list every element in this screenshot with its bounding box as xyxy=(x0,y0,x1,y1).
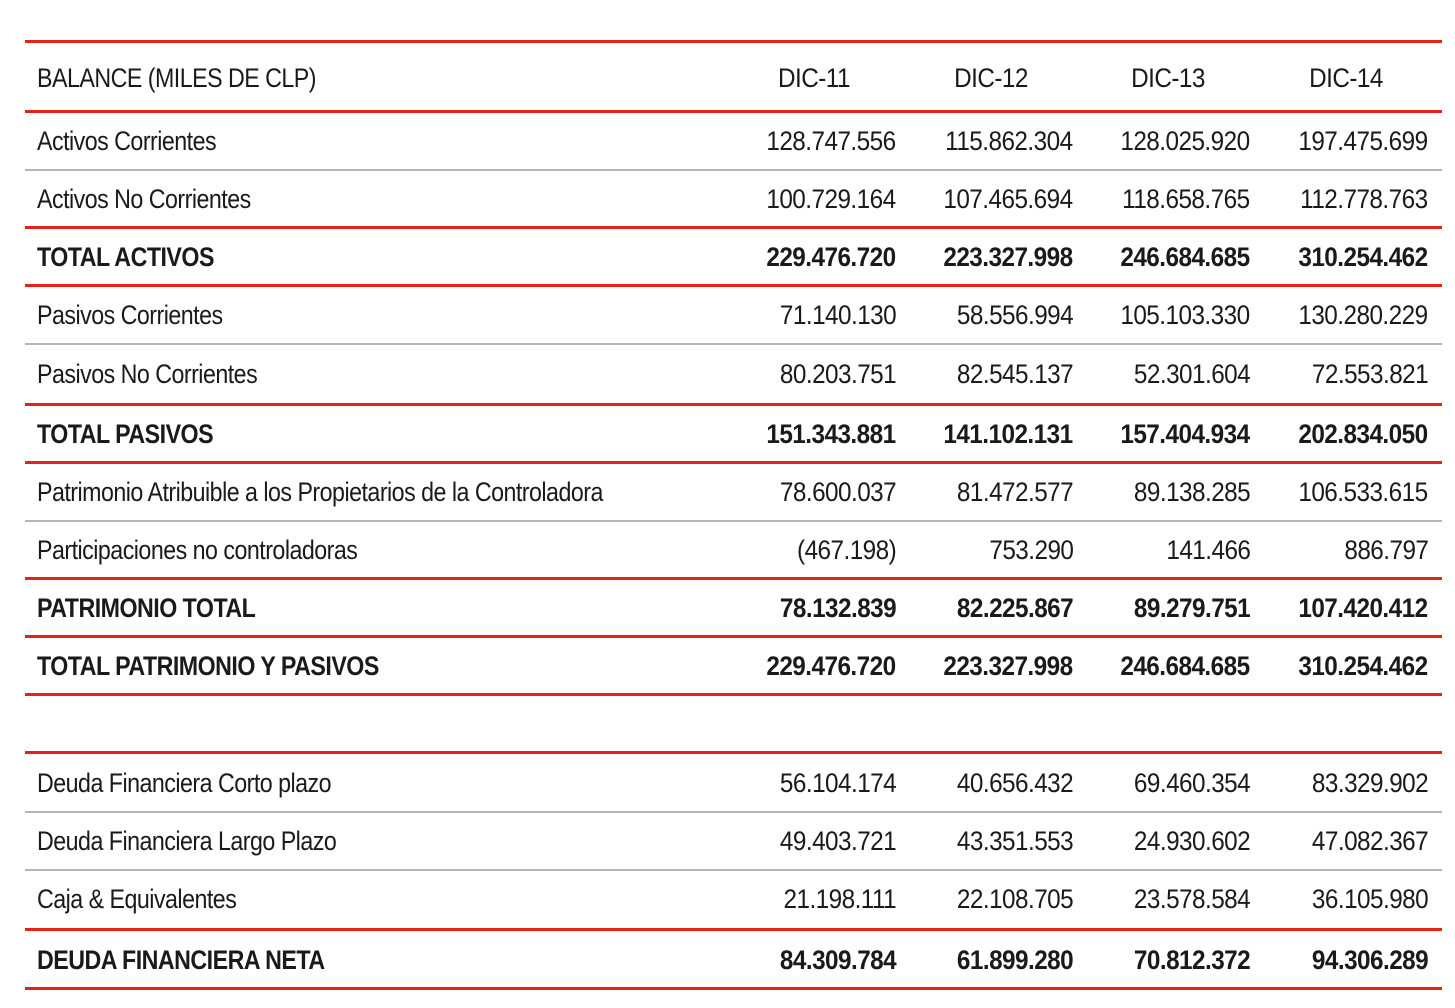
row-label: TOTAL PASIVOS xyxy=(37,418,214,449)
cell-value: 58.556.994 xyxy=(956,299,1073,330)
cell-value: 72.553.821 xyxy=(1311,358,1428,389)
column-header: DIC-14 xyxy=(1309,62,1383,93)
cell-value: 105.103.330 xyxy=(1120,299,1250,330)
cell-value: 84.309.784 xyxy=(779,944,896,975)
table-row-participaciones xyxy=(25,521,1442,579)
cell-value: 78.132.839 xyxy=(779,592,896,623)
cell-value: 112.778.763 xyxy=(1300,183,1428,214)
cell-value: 141.102.131 xyxy=(943,418,1073,449)
cell-value: 107.465.694 xyxy=(943,183,1073,214)
row-label: Pasivos Corrientes xyxy=(37,299,223,330)
cell-value: 83.329.902 xyxy=(1311,767,1428,798)
cell-value: 52.301.604 xyxy=(1133,358,1250,389)
cell-value: 128.747.556 xyxy=(766,125,896,156)
cell-value: 310.254.462 xyxy=(1298,241,1428,272)
rule-top xyxy=(25,40,1442,43)
cell-value: 100.729.164 xyxy=(766,183,896,214)
table-row-patrimonio-atribuible xyxy=(25,463,1442,521)
row-label: Activos No Corrientes xyxy=(37,183,251,214)
row-label: Patrimonio Atribuible a los Propietarios de la Controladora xyxy=(37,476,603,507)
cell-value: 43.351.553 xyxy=(956,825,1073,856)
column-header: DIC-12 xyxy=(954,62,1028,93)
cell-value: 23.578.584 xyxy=(1133,883,1250,914)
cell-value: 36.105.980 xyxy=(1311,883,1428,914)
column-header: DIC-13 xyxy=(1131,62,1205,93)
table-row-caja-equivalentes xyxy=(25,870,1442,928)
cell-value: 115.862.304 xyxy=(945,125,1073,156)
cell-value: 128.025.920 xyxy=(1120,125,1250,156)
table-row-total-activos xyxy=(25,228,1442,286)
table-row-deuda-largo-plazo xyxy=(25,812,1442,870)
row-label: PATRIMONIO TOTAL xyxy=(37,592,256,623)
cell-value: 106.533.615 xyxy=(1298,476,1428,507)
cell-value: 81.472.577 xyxy=(956,476,1073,507)
row-label: Pasivos No Corrientes xyxy=(37,358,258,389)
cell-value: 47.082.367 xyxy=(1311,825,1428,856)
cell-value: (467.198) xyxy=(796,534,896,565)
cell-value: 24.930.602 xyxy=(1133,825,1250,856)
cell-value: 22.108.705 xyxy=(956,883,1073,914)
cell-value: 157.404.934 xyxy=(1120,418,1250,449)
cell-value: 80.203.751 xyxy=(779,358,896,389)
header-label: BALANCE (MILES DE CLP) xyxy=(37,62,316,93)
cell-value: 130.280.229 xyxy=(1298,299,1428,330)
cell-value: 197.475.699 xyxy=(1298,125,1428,156)
row-label: DEUDA FINANCIERA NETA xyxy=(37,944,325,975)
cell-value: 229.476.720 xyxy=(766,241,896,272)
table-row-total-patrimonio-pasivos xyxy=(25,637,1442,695)
cell-value: 82.545.137 xyxy=(956,358,1073,389)
cell-value: 229.476.720 xyxy=(766,650,896,681)
column-header: DIC-11 xyxy=(778,62,850,93)
cell-value: 49.403.721 xyxy=(779,825,896,856)
cell-value: 886.797 xyxy=(1343,534,1428,565)
row-label: Deuda Financiera Corto plazo xyxy=(37,767,332,798)
cell-value: 71.140.130 xyxy=(779,299,896,330)
cell-value: 69.460.354 xyxy=(1133,767,1250,798)
cell-value: 89.279.751 xyxy=(1133,592,1250,623)
table-row-pasivos-corrientes xyxy=(25,286,1442,344)
cell-value: 61.899.280 xyxy=(956,944,1073,975)
cell-value: 40.656.432 xyxy=(956,767,1073,798)
table-row-activos-corrientes xyxy=(25,112,1442,170)
cell-value: 70.812.372 xyxy=(1133,944,1250,975)
cell-value: 56.104.174 xyxy=(779,767,896,798)
cell-value: 118.658.765 xyxy=(1122,183,1250,214)
row-label: Caja & Equivalentes xyxy=(37,883,237,914)
cell-value: 21.198.111 xyxy=(783,883,896,914)
cell-value: 310.254.462 xyxy=(1298,650,1428,681)
cell-value: 89.138.285 xyxy=(1133,476,1250,507)
cell-value: 141.466 xyxy=(1165,534,1250,565)
cell-value: 107.420.412 xyxy=(1298,592,1428,623)
cell-value: 202.834.050 xyxy=(1298,418,1428,449)
cell-value: 82.225.867 xyxy=(956,592,1073,623)
cell-value: 246.684.685 xyxy=(1120,241,1250,272)
table-row-activos-no-corrientes xyxy=(25,170,1442,228)
table-row-deuda-financiera-neta xyxy=(25,931,1442,989)
cell-value: 753.290 xyxy=(988,534,1073,565)
cell-value: 223.327.998 xyxy=(943,241,1073,272)
cell-value: 151.343.881 xyxy=(766,418,896,449)
row-label: Deuda Financiera Largo Plazo xyxy=(37,825,337,856)
table-row-deuda-corto-plazo xyxy=(25,754,1442,812)
cell-value: 246.684.685 xyxy=(1120,650,1250,681)
row-label: Participaciones no controladoras xyxy=(37,534,358,565)
row-label: TOTAL PATRIMONIO Y PASIVOS xyxy=(37,650,379,681)
table-row-total-pasivos xyxy=(25,405,1442,463)
cell-value: 78.600.037 xyxy=(779,476,896,507)
table-row-patrimonio-total xyxy=(25,579,1442,637)
table-row-pasivos-no-corrientes xyxy=(25,345,1442,403)
cell-value: 94.306.289 xyxy=(1311,944,1428,975)
row-label: TOTAL ACTIVOS xyxy=(37,241,214,272)
row-label: Activos Corrientes xyxy=(37,125,217,156)
cell-value: 223.327.998 xyxy=(943,650,1073,681)
table-header xyxy=(25,49,1442,107)
